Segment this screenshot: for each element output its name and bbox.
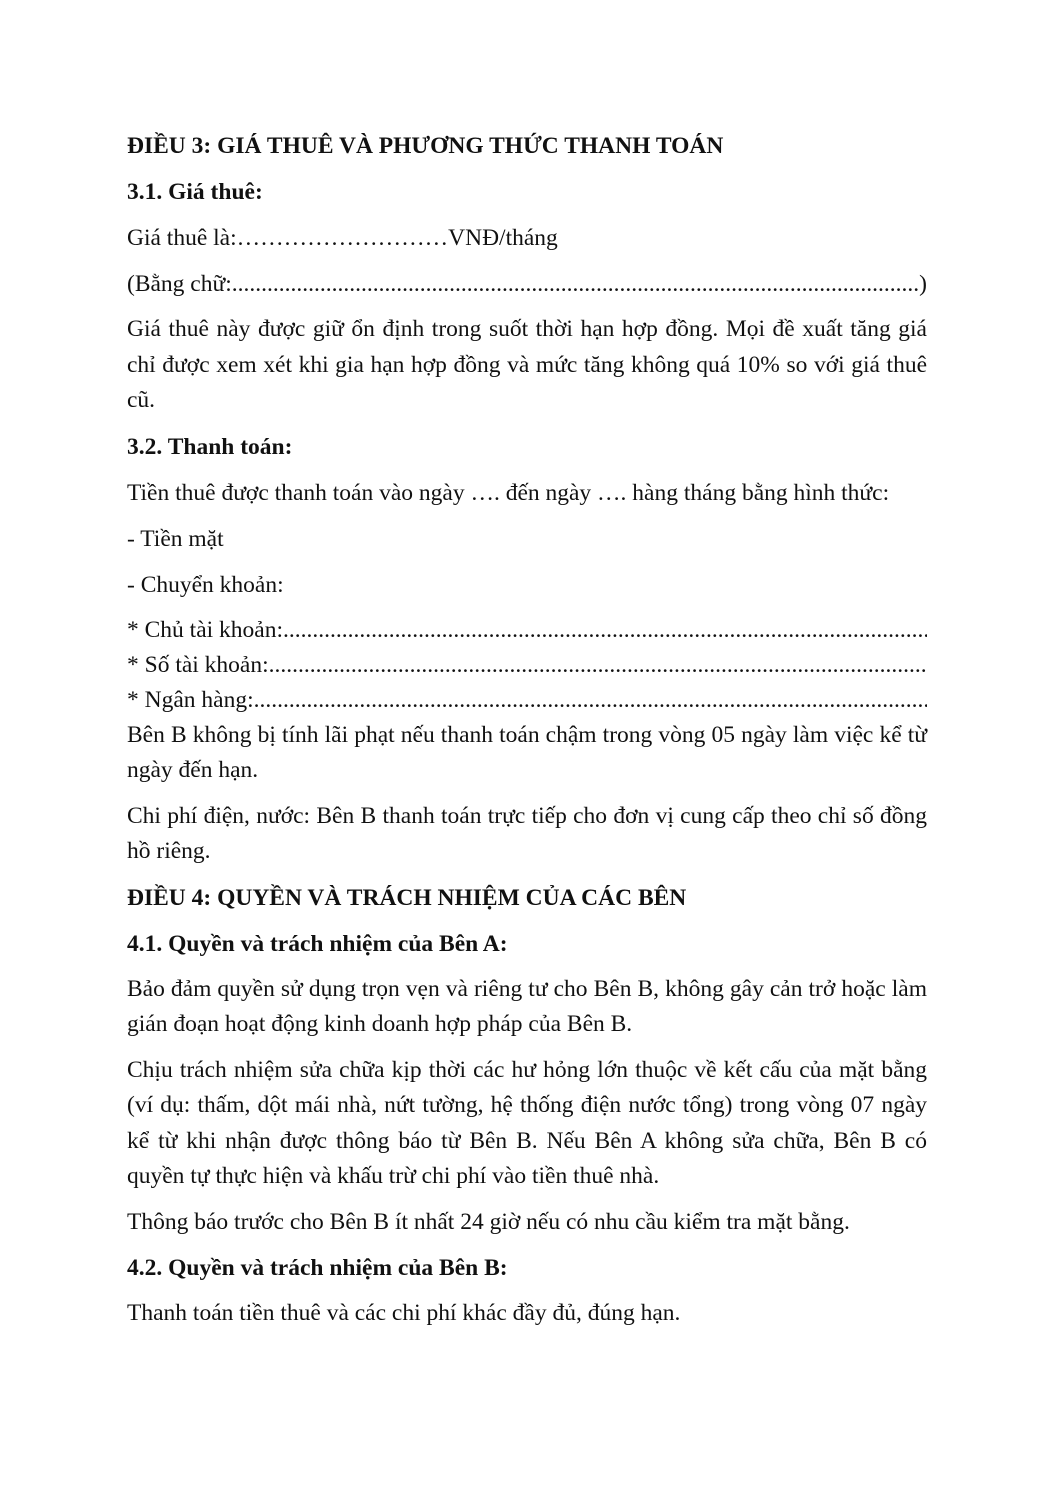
article-3-heading: ĐIỀU 3: GIÁ THUÊ VÀ PHƯƠNG THỨC THANH TOÁN — [127, 133, 724, 159]
bank-blank — [254, 683, 927, 718]
party-a-duty-2: Chịu trách nhiệm sửa chữa kịp thời các hư hỏng lớn thuộc về kết cấu của mặt bằng (ví dụ: thấm, dột mái nhà, nứt tường, hệ thống điện nước tổng) trong vòng 07 ngày kể từ khi nhận được thông báo từ Bên B. Nếu Bên A không sửa chữa, Bên B có quyền tự thực hiện và khấu trừ chi phí vào tiền thuê nhà. — [127, 1056, 927, 1189]
rent-in-words-close: ) — [919, 271, 927, 297]
article-4-heading: ĐIỀU 4: QUYỀN VÀ TRÁCH NHIỆM CỦA CÁC BÊN — [127, 884, 687, 911]
account-number-label: * Số tài khoản: — [127, 651, 269, 678]
account-holder-line — [127, 613, 927, 648]
rent-in-words-blank — [232, 266, 919, 302]
party-a-duty-1: Bảo đảm quyền sử dụng trọn vẹn và riêng tư cho Bên B, không gây cản trở hoặc làm gián đoạn hoạt động kinh doanh hợp pháp của Bên B. — [127, 975, 927, 1037]
account-number-blank — [269, 648, 927, 683]
section-4-2-heading: 4.2. Quyền và trách nhiệm của Bên B: — [127, 1255, 508, 1281]
bank-label: * Ngân hàng: — [127, 686, 254, 713]
late-payment-paragraph: Bên B không bị tính lãi phạt nếu thanh toán chậm trong vòng 05 ngày làm việc kể từ ngày đến hạn. — [127, 721, 927, 783]
payment-method-cash: - Tiền mặt — [127, 525, 224, 552]
rent-in-words-line — [127, 266, 927, 302]
section-4-1-heading: 4.1. Quyền và trách nhiệm của Bên A: — [127, 930, 508, 957]
account-holder-label: * Chủ tài khoản: — [127, 616, 283, 643]
section-3-1-heading: 3.1. Giá thuê: — [127, 179, 263, 205]
rent-price-line: Giá thuê là:………………………VNĐ/tháng — [127, 225, 558, 251]
account-number-line — [127, 648, 927, 683]
document-page — [127, 128, 927, 1342]
party-b-duty-1: Thanh toán tiền thuê và các chi phí khác đầy đủ, đúng hạn. — [127, 1300, 681, 1326]
account-holder-blank — [283, 613, 927, 648]
utilities-paragraph: Chi phí điện, nước: Bên B thanh toán trực tiếp cho đơn vị cung cấp theo chỉ số đồng hồ riêng. — [127, 802, 927, 864]
rent-stability-paragraph: Giá thuê này được giữ ổn định trong suốt thời hạn hợp đồng. Mọi đề xuất tăng giá chỉ được xem xét khi gia hạn hợp đồng và mức tăng không quá 10% so với giá thuê cũ. — [127, 316, 927, 413]
section-3-2-heading: 3.2. Thanh toán: — [127, 433, 293, 460]
party-a-duty-3: Thông báo trước cho Bên B ít nhất 24 giờ nếu có nhu cầu kiểm tra mặt bằng. — [127, 1208, 850, 1235]
payment-schedule-line: Tiền thuê được thanh toán vào ngày …. đến ngày …. hàng tháng bằng hình thức: — [127, 479, 890, 506]
payment-method-transfer: - Chuyển khoản: — [127, 571, 284, 598]
rent-in-words-label: (Bằng chữ: — [127, 271, 232, 297]
bank-line — [127, 683, 927, 718]
